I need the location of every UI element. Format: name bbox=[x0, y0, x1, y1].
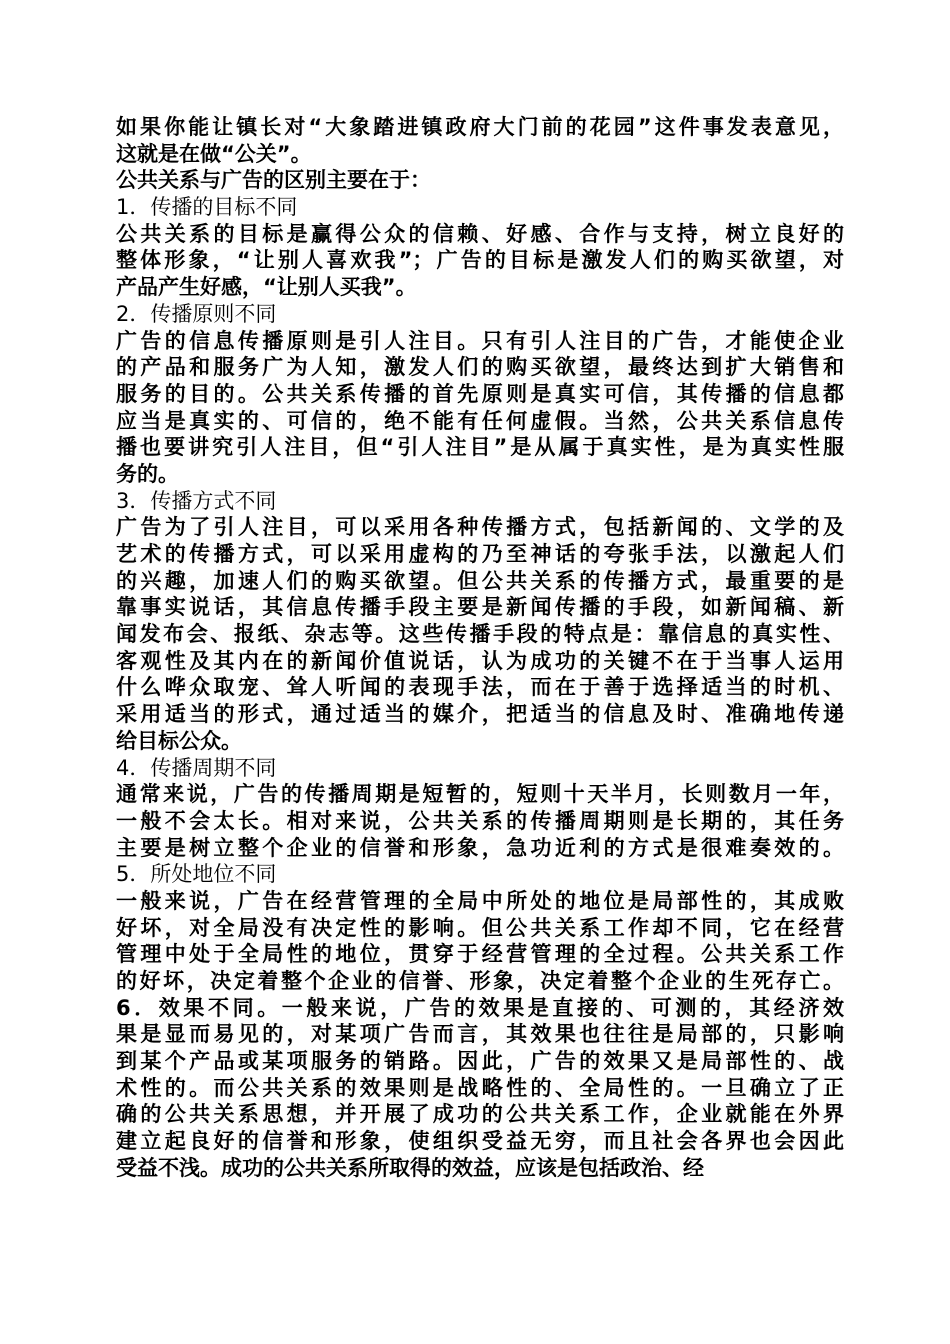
text-line: 播也要讲究引人注目，但“引人注目”是从属于真实性，是为真实性服 bbox=[116, 435, 844, 460]
text-line: 给目标公众。 bbox=[116, 728, 242, 753]
text-line: 的产品和服务广为人知，激发人们的购买欲望，最终达到扩大销售和 bbox=[116, 355, 844, 380]
text-line: 好坏，对全局没有决定性的影响。但公共关系工作却不同，它在经营 bbox=[116, 915, 844, 940]
text-line: 果是显而易见的，对某项广告而言，其效果也往往是局部的，只影响 bbox=[116, 1022, 844, 1047]
text-line: 闻发布会、报纸、杂志等。这些传播手段的特点是：靠信息的真实性、 bbox=[116, 622, 844, 647]
text-line: 一般来说，广告在经营管理的全局中所处的地位是局部性的，其成败 bbox=[116, 888, 844, 913]
text-line: 公共关系的目标是赢得公众的信赖、好感、合作与支持，树立良好的 bbox=[116, 221, 844, 246]
text-line: 6．效果不同。一般来说，广告的效果是直接的、可测的，其经济效 bbox=[116, 995, 844, 1020]
text-line: 如果你能让镇长对“大象踏进镇政府大门前的花园”这件事发表意见， bbox=[116, 115, 844, 139]
text-line: 术性的。而公共关系的效果则是战略性的、全局性的。一旦确立了正 bbox=[116, 1075, 844, 1100]
text-line: 广告为了引人注目，可以采用各种传播方式，包括新闻的、文学的及 bbox=[116, 515, 844, 540]
document-body bbox=[116, 114, 844, 1182]
text-line: 什么哗众取宠、耸人听闻的表现手法，而在于善于选择适当的时机、 bbox=[116, 675, 844, 700]
text-line: 公共关系与广告的区别主要在于： bbox=[116, 168, 431, 193]
text-line: 靠事实说话，其信息传播手段主要是新闻传播的手段，如新闻稿、新 bbox=[116, 595, 844, 620]
text-line: 建立起良好的信誉和形象，使组织受益无穷，而且社会各界也会因此 bbox=[116, 1129, 844, 1154]
section-heading: 5．所处地位不同 bbox=[116, 862, 277, 887]
text-line: 管理中处于全局性的地位，贯穿于经营管理的全过程。公共关系工作 bbox=[116, 942, 844, 967]
text-line: 广告的信息传播原则是引人注目。只有引人注目的广告，才能使企业 bbox=[116, 328, 844, 353]
text-line: 产品产生好感，“让别人买我”。 bbox=[116, 275, 417, 300]
text-line: 务的。 bbox=[116, 461, 179, 486]
text-line: 应当是真实的、可信的，绝不能有任何虚假。当然，公共关系信息传 bbox=[116, 408, 844, 433]
text-line: 服务的目的。公共关系传播的首先原则是真实可信，其传播的信息都 bbox=[116, 381, 844, 406]
text-line: 主要是树立整个企业的信誉和形象，急功近利的方式是很难奏效的。 bbox=[116, 835, 844, 860]
text-line: 通常来说，广告的传播周期是短暂的，短则十天半月，长则数月一年， bbox=[116, 782, 844, 807]
text-line: 采用适当的形式，通过适当的媒介，把适当的信息及时、准确地传递 bbox=[116, 702, 844, 727]
text-line: 的好坏，决定着整个企业的信誉、形象，决定着整个企业的生死存亡。 bbox=[116, 969, 844, 993]
section-heading: 2．传播原则不同 bbox=[116, 301, 277, 326]
section-heading: 3．传播方式不同 bbox=[116, 488, 277, 513]
text-line: 客观性及其内在的新闻价值说话，认为成功的关键不在于当事人运用 bbox=[116, 648, 844, 673]
section-heading: 4．传播周期不同 bbox=[116, 755, 277, 780]
text-line: 艺术的传播方式，可以采用虚构的乃至神话的夸张手法，以激起人们 bbox=[116, 542, 844, 566]
text-line: 整体形象，“让别人喜欢我”；广告的目标是激发人们的购买欲望，对 bbox=[116, 248, 844, 273]
text-line: 受益不浅。成功的公共关系所取得的效益，应该是包括政治、经 bbox=[116, 1155, 704, 1180]
text-line: 到某个产品或某项服务的销路。因此，广告的效果又是局部性的、战 bbox=[116, 1049, 844, 1074]
text-line: 这就是在做“公关”。 bbox=[116, 141, 312, 166]
text-line: 的兴趣，加速人们的购买欲望。但公共关系的传播方式，最重要的是 bbox=[116, 568, 844, 593]
text-line: 一般不会太长。相对来说，公共关系的传播周期则是长期的，其任务 bbox=[116, 808, 844, 833]
section-heading: 1．传播的目标不同 bbox=[116, 195, 298, 220]
text-line: 确的公共关系思想，并开展了成功的公共关系工作，企业就能在外界 bbox=[116, 1102, 844, 1127]
